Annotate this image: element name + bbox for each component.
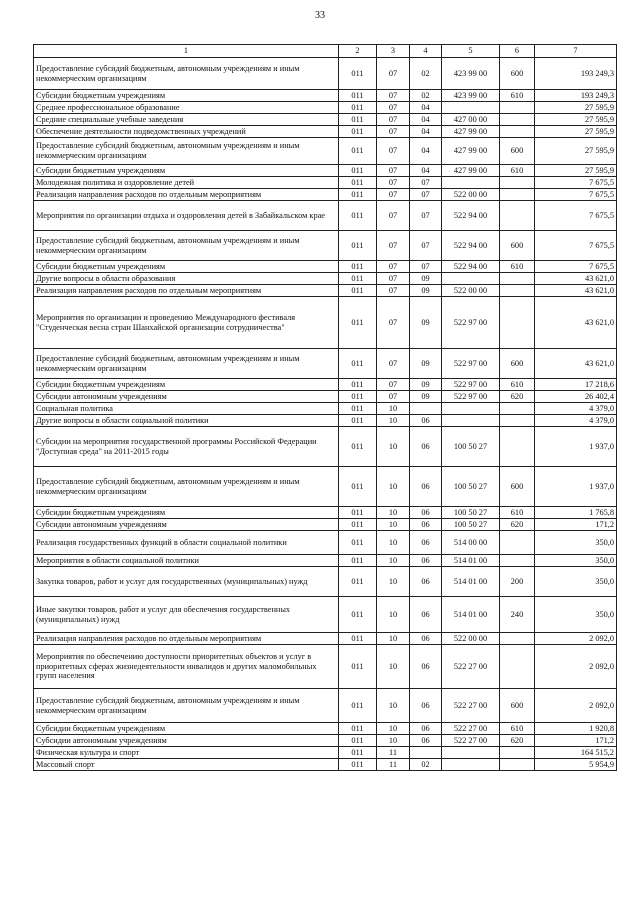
row-code-cell: 011 (339, 723, 377, 735)
row-name-cell: Молодежная политика и оздоровление детей (34, 177, 339, 189)
row-amount-cell: 193 249,3 (535, 90, 617, 102)
table-row (34, 597, 617, 633)
row-expense-type-cell: 600 (500, 58, 535, 90)
table-row (34, 102, 617, 114)
row-subsection-cell: 09 (410, 379, 442, 391)
row-subsection-cell: 04 (410, 114, 442, 126)
row-amount-cell: 7 675,5 (535, 201, 617, 231)
row-name-cell: Реализация направления расходов по отдельным мероприятиям (34, 285, 339, 297)
table-row (34, 126, 617, 138)
row-name-cell: Мероприятия по организации отдыха и оздоровления детей в Забайкальском крае (34, 201, 339, 231)
row-amount-cell: 4 379,0 (535, 415, 617, 427)
row-name-cell: Закупка товаров, работ и услуг для государственных (муниципальных) нужд (34, 567, 339, 597)
row-target-item-cell: 522 94 00 (442, 201, 500, 231)
row-expense-type-cell: 610 (500, 165, 535, 177)
row-subsection-cell: 07 (410, 231, 442, 261)
row-target-item-cell: 522 27 00 (442, 723, 500, 735)
row-code-cell: 011 (339, 138, 377, 165)
table-row (34, 297, 617, 349)
row-target-item-cell: 100 50 27 (442, 519, 500, 531)
row-target-item-cell: 514 01 00 (442, 555, 500, 567)
row-section-cell: 07 (377, 189, 410, 201)
row-section-cell: 10 (377, 415, 410, 427)
row-code-cell: 011 (339, 403, 377, 415)
table-row (34, 415, 617, 427)
row-name-cell: Субсидии на мероприятия государственной программы Российской Федерации "Доступная среда" на 2011-2015 годы (34, 427, 339, 467)
row-expense-type-cell (500, 114, 535, 126)
row-amount-cell: 164 515,2 (535, 747, 617, 759)
row-code-cell: 011 (339, 427, 377, 467)
table-row (34, 58, 617, 90)
row-expense-type-cell: 240 (500, 597, 535, 633)
row-subsection-cell: 07 (410, 189, 442, 201)
table-row (34, 165, 617, 177)
row-section-cell: 10 (377, 403, 410, 415)
row-amount-cell: 1 920,8 (535, 723, 617, 735)
row-target-item-cell: 522 97 00 (442, 391, 500, 403)
row-amount-cell: 7 675,5 (535, 177, 617, 189)
row-target-item-cell: 100 50 27 (442, 507, 500, 519)
row-name-cell: Субсидии бюджетным учреждениям (34, 90, 339, 102)
row-name-cell: Субсидии автономным учреждениям (34, 519, 339, 531)
row-subsection-cell: 04 (410, 138, 442, 165)
row-section-cell: 10 (377, 633, 410, 645)
row-subsection-cell: 07 (410, 261, 442, 273)
row-name-cell: Другие вопросы в области социальной политики (34, 415, 339, 427)
row-name-cell: Субсидии бюджетным учреждениям (34, 379, 339, 391)
row-expense-type-cell (500, 297, 535, 349)
row-code-cell: 011 (339, 567, 377, 597)
row-target-item-cell: 423 99 00 (442, 58, 500, 90)
row-subsection-cell: 02 (410, 90, 442, 102)
row-name-cell: Предоставление субсидий бюджетным, автономным учреждениям и иным некоммерческим организациям (34, 689, 339, 723)
row-expense-type-cell: 610 (500, 379, 535, 391)
row-subsection-cell: 06 (410, 427, 442, 467)
row-subsection-cell: 06 (410, 555, 442, 567)
row-section-cell: 07 (377, 379, 410, 391)
row-subsection-cell: 06 (410, 467, 442, 507)
row-expense-type-cell: 600 (500, 467, 535, 507)
row-target-item-cell: 522 94 00 (442, 261, 500, 273)
row-section-cell: 07 (377, 90, 410, 102)
row-subsection-cell: 06 (410, 567, 442, 597)
table-row (34, 735, 617, 747)
row-code-cell: 011 (339, 735, 377, 747)
table-row (34, 519, 617, 531)
table-row (34, 201, 617, 231)
row-code-cell: 011 (339, 507, 377, 519)
table-header-row (34, 45, 617, 58)
table-row (34, 403, 617, 415)
row-name-cell: Средние специальные учебные заведения (34, 114, 339, 126)
row-target-item-cell: 100 50 27 (442, 427, 500, 467)
row-code-cell: 011 (339, 261, 377, 273)
row-name-cell: Обеспечение деятельности подведомственных учреждений (34, 126, 339, 138)
row-target-item-cell: 522 00 00 (442, 285, 500, 297)
row-code-cell: 011 (339, 201, 377, 231)
row-subsection-cell: 04 (410, 126, 442, 138)
row-expense-type-cell: 600 (500, 349, 535, 379)
table-row (34, 467, 617, 507)
row-code-cell: 011 (339, 555, 377, 567)
row-name-cell: Предоставление субсидий бюджетным, автономным учреждениям и иным некоммерческим организациям (34, 138, 339, 165)
row-code-cell: 011 (339, 297, 377, 349)
row-subsection-cell: 06 (410, 735, 442, 747)
row-amount-cell: 43 621,0 (535, 349, 617, 379)
row-section-cell: 10 (377, 427, 410, 467)
table-row (34, 555, 617, 567)
row-section-cell: 07 (377, 285, 410, 297)
row-amount-cell: 43 621,0 (535, 273, 617, 285)
row-expense-type-cell (500, 201, 535, 231)
column-header: 3 (377, 45, 410, 58)
row-section-cell: 07 (377, 297, 410, 349)
row-target-item-cell (442, 177, 500, 189)
row-code-cell: 011 (339, 349, 377, 379)
row-amount-cell: 17 218,6 (535, 379, 617, 391)
row-subsection-cell: 04 (410, 102, 442, 114)
row-subsection-cell: 02 (410, 58, 442, 90)
table-row (34, 261, 617, 273)
row-subsection-cell (410, 403, 442, 415)
row-name-cell: Физическая культура и спорт (34, 747, 339, 759)
table-row (34, 633, 617, 645)
row-expense-type-cell: 620 (500, 519, 535, 531)
row-section-cell: 07 (377, 138, 410, 165)
row-section-cell: 10 (377, 555, 410, 567)
row-section-cell: 11 (377, 759, 410, 771)
row-amount-cell: 1 765,8 (535, 507, 617, 519)
row-name-cell: Иные закупки товаров, работ и услуг для обеспечения государственных (муниципальных) нужд (34, 597, 339, 633)
table-row (34, 427, 617, 467)
row-section-cell: 07 (377, 126, 410, 138)
row-code-cell: 011 (339, 531, 377, 555)
row-amount-cell: 43 621,0 (535, 297, 617, 349)
row-amount-cell: 7 675,5 (535, 189, 617, 201)
row-expense-type-cell (500, 759, 535, 771)
row-amount-cell: 27 595,9 (535, 126, 617, 138)
row-expense-type-cell: 610 (500, 723, 535, 735)
row-name-cell: Субсидии бюджетным учреждениям (34, 507, 339, 519)
row-expense-type-cell: 600 (500, 138, 535, 165)
row-subsection-cell: 09 (410, 297, 442, 349)
row-code-cell: 011 (339, 285, 377, 297)
row-amount-cell: 27 595,9 (535, 102, 617, 114)
row-code-cell: 011 (339, 519, 377, 531)
table-row (34, 273, 617, 285)
row-code-cell: 011 (339, 747, 377, 759)
row-code-cell: 011 (339, 273, 377, 285)
table-row (34, 138, 617, 165)
row-section-cell: 07 (377, 201, 410, 231)
row-amount-cell: 193 249,3 (535, 58, 617, 90)
table-row (34, 114, 617, 126)
row-target-item-cell: 522 27 00 (442, 645, 500, 689)
row-subsection-cell: 02 (410, 759, 442, 771)
row-target-item-cell: 427 99 00 (442, 165, 500, 177)
column-header: 6 (500, 45, 535, 58)
row-expense-type-cell: 610 (500, 507, 535, 519)
row-expense-type-cell (500, 189, 535, 201)
row-subsection-cell: 06 (410, 531, 442, 555)
row-expense-type-cell (500, 177, 535, 189)
row-section-cell: 10 (377, 645, 410, 689)
row-section-cell: 07 (377, 102, 410, 114)
column-header: 5 (442, 45, 500, 58)
row-name-cell: Субсидии автономным учреждениям (34, 735, 339, 747)
row-subsection-cell: 09 (410, 349, 442, 379)
row-expense-type-cell: 610 (500, 261, 535, 273)
row-amount-cell: 350,0 (535, 567, 617, 597)
row-section-cell: 07 (377, 177, 410, 189)
table-row (34, 177, 617, 189)
row-target-item-cell: 427 00 00 (442, 114, 500, 126)
row-expense-type-cell (500, 102, 535, 114)
row-section-cell: 07 (377, 273, 410, 285)
column-header: 7 (535, 45, 617, 58)
row-amount-cell: 2 092,0 (535, 645, 617, 689)
row-section-cell: 10 (377, 597, 410, 633)
row-subsection-cell: 06 (410, 507, 442, 519)
row-name-cell: Предоставление субсидий бюджетным, автономным учреждениям и иным некоммерческим организациям (34, 349, 339, 379)
row-section-cell: 07 (377, 261, 410, 273)
row-expense-type-cell (500, 285, 535, 297)
row-target-item-cell (442, 403, 500, 415)
row-subsection-cell: 06 (410, 645, 442, 689)
row-expense-type-cell (500, 126, 535, 138)
row-subsection-cell: 06 (410, 597, 442, 633)
row-subsection-cell: 07 (410, 201, 442, 231)
row-expense-type-cell: 600 (500, 231, 535, 261)
row-section-cell: 07 (377, 58, 410, 90)
row-amount-cell: 27 595,9 (535, 165, 617, 177)
row-target-item-cell (442, 759, 500, 771)
row-section-cell: 11 (377, 747, 410, 759)
row-target-item-cell (442, 415, 500, 427)
table-row (34, 189, 617, 201)
row-amount-cell: 4 379,0 (535, 403, 617, 415)
row-subsection-cell: 04 (410, 165, 442, 177)
row-code-cell: 011 (339, 415, 377, 427)
row-code-cell: 011 (339, 467, 377, 507)
table-body (34, 58, 617, 771)
table-row (34, 285, 617, 297)
row-code-cell: 011 (339, 633, 377, 645)
row-amount-cell: 2 092,0 (535, 633, 617, 645)
row-target-item-cell: 522 94 00 (442, 231, 500, 261)
table-row (34, 231, 617, 261)
row-amount-cell: 2 092,0 (535, 689, 617, 723)
row-code-cell: 011 (339, 126, 377, 138)
row-name-cell: Мероприятия по организации и проведению Международного фестиваля "Студенческая весна стран Шанхайской организации сотрудничества" (34, 297, 339, 349)
row-expense-type-cell (500, 633, 535, 645)
row-section-cell: 07 (377, 391, 410, 403)
table-row (34, 379, 617, 391)
row-target-item-cell: 100 50 27 (442, 467, 500, 507)
row-code-cell: 011 (339, 379, 377, 391)
row-code-cell: 011 (339, 165, 377, 177)
row-target-item-cell: 514 01 00 (442, 567, 500, 597)
row-target-item-cell: 423 99 00 (442, 90, 500, 102)
row-target-item-cell (442, 273, 500, 285)
row-section-cell: 10 (377, 567, 410, 597)
row-target-item-cell: 522 97 00 (442, 349, 500, 379)
row-amount-cell: 7 675,5 (535, 231, 617, 261)
row-amount-cell: 7 675,5 (535, 261, 617, 273)
row-subsection-cell: 09 (410, 285, 442, 297)
row-expense-type-cell (500, 747, 535, 759)
row-amount-cell: 1 937,0 (535, 427, 617, 467)
row-name-cell: Реализация государственных функций в области социальной политики (34, 531, 339, 555)
row-name-cell: Массовый спорт (34, 759, 339, 771)
row-name-cell: Реализация направления расходов по отдельным мероприятиям (34, 633, 339, 645)
row-code-cell: 011 (339, 114, 377, 126)
row-expense-type-cell: 620 (500, 735, 535, 747)
table-row (34, 759, 617, 771)
table-row (34, 531, 617, 555)
row-amount-cell: 27 595,9 (535, 114, 617, 126)
table-row (34, 391, 617, 403)
row-target-item-cell: 522 00 00 (442, 633, 500, 645)
row-name-cell: Реализация направления расходов по отдельным мероприятиям (34, 189, 339, 201)
row-expense-type-cell (500, 555, 535, 567)
row-section-cell: 10 (377, 723, 410, 735)
row-expense-type-cell: 620 (500, 391, 535, 403)
row-amount-cell: 171,2 (535, 519, 617, 531)
row-subsection-cell: 06 (410, 519, 442, 531)
row-target-item-cell: 522 27 00 (442, 689, 500, 723)
row-target-item-cell (442, 102, 500, 114)
row-name-cell: Субсидии бюджетным учреждениям (34, 261, 339, 273)
table-row (34, 567, 617, 597)
row-expense-type-cell (500, 531, 535, 555)
row-subsection-cell: 06 (410, 689, 442, 723)
row-target-item-cell: 522 97 00 (442, 379, 500, 391)
row-section-cell: 07 (377, 114, 410, 126)
column-header: 4 (410, 45, 442, 58)
row-code-cell: 011 (339, 391, 377, 403)
row-name-cell: Социальная политика (34, 403, 339, 415)
row-subsection-cell: 07 (410, 177, 442, 189)
row-section-cell: 10 (377, 531, 410, 555)
row-expense-type-cell (500, 273, 535, 285)
row-expense-type-cell: 200 (500, 567, 535, 597)
row-code-cell: 011 (339, 189, 377, 201)
row-name-cell: Другие вопросы в области образования (34, 273, 339, 285)
row-name-cell: Субсидии бюджетным учреждениям (34, 165, 339, 177)
row-subsection-cell: 09 (410, 273, 442, 285)
row-expense-type-cell: 610 (500, 90, 535, 102)
page-number: 33 (315, 10, 325, 21)
row-name-cell: Мероприятия в области социальной политики (34, 555, 339, 567)
budget-table (33, 44, 617, 771)
table-row (34, 747, 617, 759)
row-name-cell: Субсидии автономным учреждениям (34, 391, 339, 403)
row-target-item-cell: 427 99 00 (442, 138, 500, 165)
row-code-cell: 011 (339, 231, 377, 261)
row-name-cell: Среднее профессиональное образование (34, 102, 339, 114)
row-name-cell: Предоставление субсидий бюджетным, автономным учреждениям и иным некоммерческим организациям (34, 467, 339, 507)
row-amount-cell: 26 402,4 (535, 391, 617, 403)
row-amount-cell: 350,0 (535, 531, 617, 555)
row-name-cell: Мероприятия по обеспечению доступности приоритетных объектов и услуг в приоритетных сферах жизнедеятельности инвалидов и других маломобильных групп населения (34, 645, 339, 689)
row-target-item-cell: 522 27 00 (442, 735, 500, 747)
table-row (34, 90, 617, 102)
row-section-cell: 07 (377, 349, 410, 379)
table-row (34, 689, 617, 723)
row-expense-type-cell (500, 645, 535, 689)
row-target-item-cell: 514 00 00 (442, 531, 500, 555)
row-subsection-cell: 09 (410, 391, 442, 403)
row-code-cell: 011 (339, 177, 377, 189)
row-subsection-cell (410, 747, 442, 759)
row-amount-cell: 1 937,0 (535, 467, 617, 507)
column-header: 2 (339, 45, 377, 58)
table-row (34, 349, 617, 379)
row-section-cell: 10 (377, 507, 410, 519)
row-name-cell: Предоставление субсидий бюджетным, автономным учреждениям и иным некоммерческим организациям (34, 58, 339, 90)
row-name-cell: Предоставление субсидий бюджетным, автономным учреждениям и иным некоммерческим организациям (34, 231, 339, 261)
row-expense-type-cell (500, 427, 535, 467)
row-expense-type-cell (500, 415, 535, 427)
row-code-cell: 011 (339, 102, 377, 114)
row-amount-cell: 350,0 (535, 597, 617, 633)
row-amount-cell: 350,0 (535, 555, 617, 567)
row-section-cell: 10 (377, 689, 410, 723)
row-subsection-cell: 06 (410, 415, 442, 427)
row-code-cell: 011 (339, 58, 377, 90)
row-code-cell: 011 (339, 645, 377, 689)
row-target-item-cell (442, 747, 500, 759)
row-subsection-cell: 06 (410, 633, 442, 645)
row-code-cell: 011 (339, 759, 377, 771)
row-target-item-cell: 522 97 00 (442, 297, 500, 349)
table-row (34, 507, 617, 519)
row-amount-cell: 171,2 (535, 735, 617, 747)
table-row (34, 723, 617, 735)
row-target-item-cell: 427 99 00 (442, 126, 500, 138)
row-amount-cell: 5 954,9 (535, 759, 617, 771)
row-name-cell: Субсидии бюджетным учреждениям (34, 723, 339, 735)
table-row (34, 645, 617, 689)
row-amount-cell: 43 621,0 (535, 285, 617, 297)
row-code-cell: 011 (339, 597, 377, 633)
row-code-cell: 011 (339, 90, 377, 102)
row-target-item-cell: 522 00 00 (442, 189, 500, 201)
row-code-cell: 011 (339, 689, 377, 723)
row-section-cell: 07 (377, 165, 410, 177)
row-expense-type-cell: 600 (500, 689, 535, 723)
row-section-cell: 10 (377, 467, 410, 507)
row-section-cell: 10 (377, 735, 410, 747)
row-section-cell: 07 (377, 231, 410, 261)
column-header: 1 (34, 45, 339, 58)
row-section-cell: 10 (377, 519, 410, 531)
row-expense-type-cell (500, 403, 535, 415)
row-target-item-cell: 514 01 00 (442, 597, 500, 633)
row-amount-cell: 27 595,9 (535, 138, 617, 165)
row-subsection-cell: 06 (410, 723, 442, 735)
